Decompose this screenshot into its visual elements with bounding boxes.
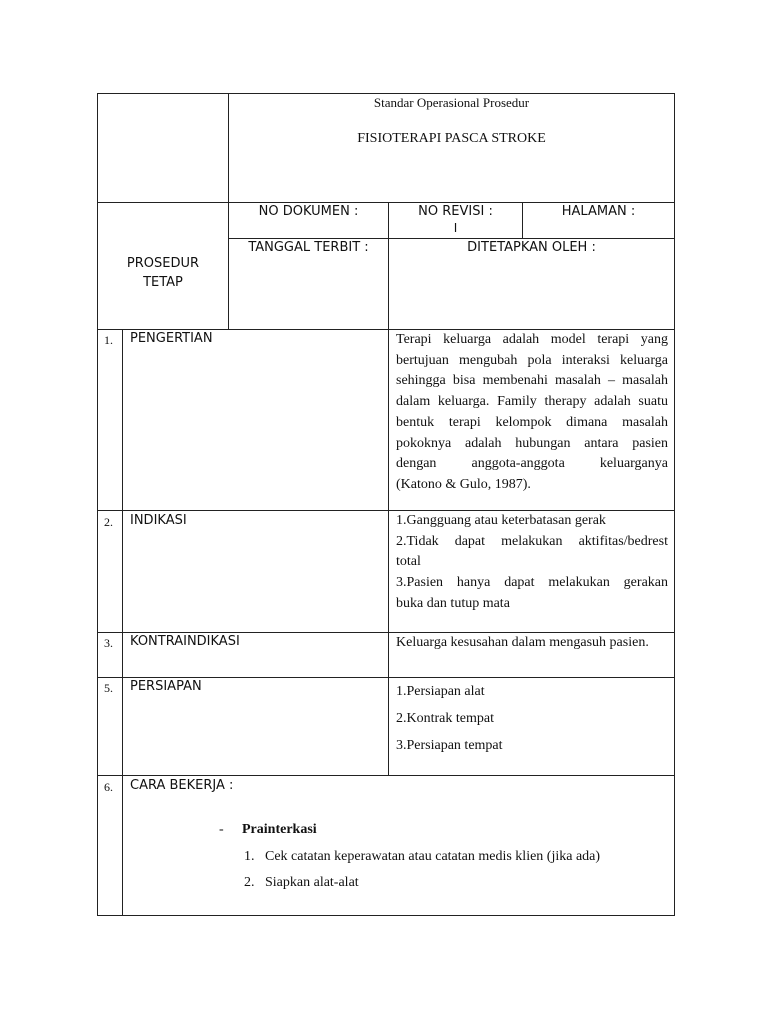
no-revisi-label: NO REVISI :: [418, 204, 493, 219]
persiapan-list: [396, 678, 503, 759]
list-item: 1.Persiapan alat: [396, 684, 485, 699]
indikasi-text: [396, 511, 668, 615]
section-title-kontraindikasi: KONTRAINDIKASI: [130, 634, 240, 649]
step-number: 1.: [244, 849, 255, 864]
subheading-prainterkasi: Prainterkasi: [242, 822, 317, 837]
procedure-label-line1: PROSEDUR: [126, 256, 200, 271]
text-line: dalam keluarga. Family therapy adalah suatu: [396, 394, 668, 410]
text-line: (Katono & Gulo, 1987).: [396, 476, 531, 492]
col-divider-content: [388, 329, 389, 776]
text-line: pokoknya adalah hubungan antara pasien: [396, 435, 668, 451]
text-line: 1.Gangguang atau keterbatasan gerak: [396, 513, 606, 528]
section-title-cara-bekerja: CARA BEKERJA :: [130, 778, 234, 793]
section-number: 5.: [104, 681, 113, 695]
ditetapkan-oleh-label: DITETAPKAN OLEH :: [467, 240, 596, 255]
halaman-label: HALAMAN :: [561, 204, 636, 219]
col-divider-number: [122, 329, 123, 916]
document-subtitle: FISIOTERAPI PASCA STROKE: [357, 131, 546, 146]
text-line: 2.Tidak dapat melakukan aktifitas/bedrest: [396, 533, 668, 549]
text-line: sehingga bisa membenahi masalah – masalah: [396, 373, 668, 389]
step-text: Siapkan alat-alat: [265, 875, 359, 890]
text-line: 3.Pasien hanya dapat melakukan gerakan: [396, 575, 668, 591]
text-line: Terapi keluarga adalah model terapi yang: [396, 332, 668, 347]
section-number: 6.: [104, 780, 113, 794]
document-title: Standar Operasional Prosedur: [373, 95, 530, 110]
step-number: 2.: [244, 875, 255, 890]
section-title-indikasi: INDIKASI: [130, 513, 187, 528]
pengertian-text: [396, 330, 668, 496]
procedure-label-line2: TETAP: [143, 275, 183, 290]
section-title-pengertian: PENGERTIAN: [130, 331, 213, 346]
no-revisi-value: I: [453, 221, 458, 235]
text-line: buka dan tutup mata: [396, 595, 510, 611]
no-dokumen-label: NO DOKUMEN :: [258, 204, 359, 219]
step-text: Cek catatan keperawatan atau catatan medis klien (jika ada): [265, 849, 601, 864]
text-line: bentuk terapi kelompok dimana masalah: [396, 414, 668, 430]
procedure-label: [98, 254, 228, 292]
list-item: 3.Persiapan tempat: [396, 738, 503, 753]
table-border-right: [674, 93, 675, 916]
table-border-bottom: [97, 915, 675, 916]
section-number: 3.: [104, 636, 113, 650]
section-number: 2.: [104, 515, 113, 529]
subheading-bullet: -: [219, 822, 224, 837]
kontraindikasi-text: Keluarga kesusahan dalam mengasuh pasien.: [396, 635, 649, 650]
list-item: 2.Kontrak tempat: [396, 711, 494, 726]
text-line: total: [396, 554, 421, 570]
text-line: dengan anggota-anggota keluarganya: [396, 456, 668, 472]
text-line: bertujuan mengubah pola interaksi keluarga: [396, 352, 668, 368]
section-number: 1.: [104, 333, 113, 347]
tanggal-terbit-label: TANGGAL TERBIT :: [248, 240, 369, 255]
table-border-left: [97, 93, 98, 916]
section-title-persiapan: PERSIAPAN: [130, 679, 202, 694]
